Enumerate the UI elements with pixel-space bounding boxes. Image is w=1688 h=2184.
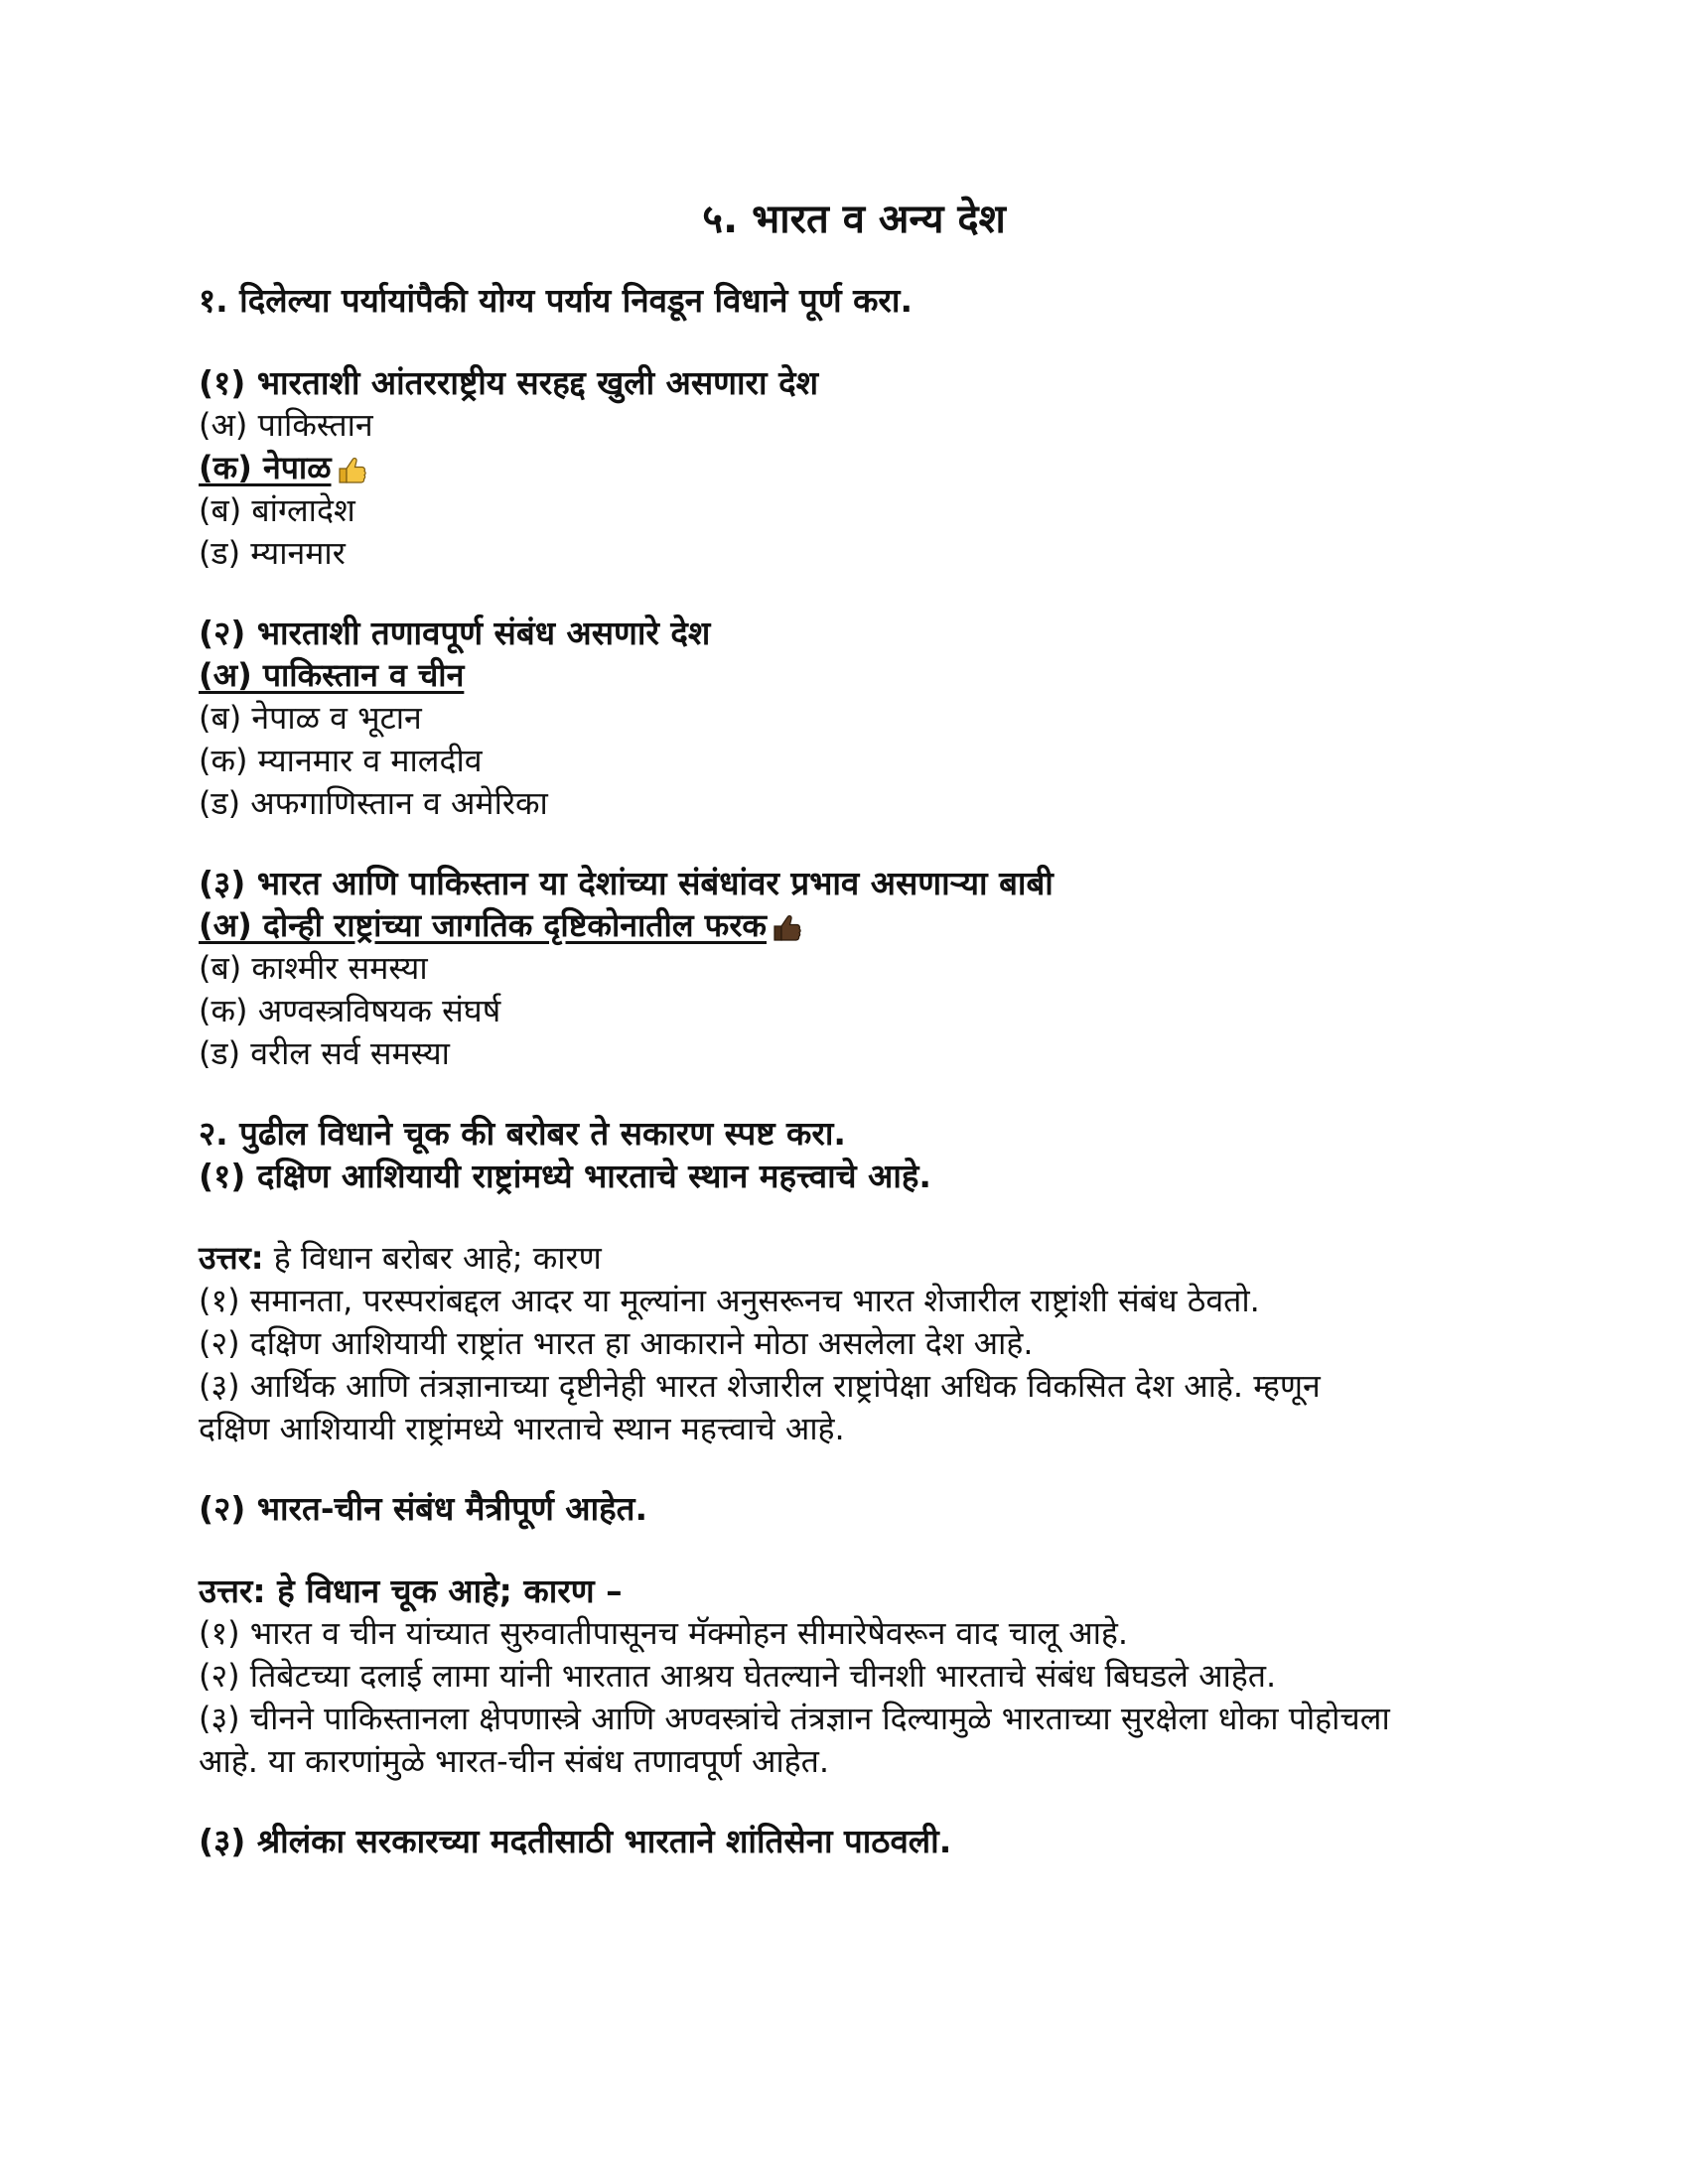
- reason-1: (१) भारत व चीन यांच्यात सुरुवातीपासूनच मॅक्मोहन सीमारेषेवरून वाद चालू आहे.: [199, 1614, 1129, 1652]
- answer-line: [199, 1237, 1509, 1280]
- section-1-heading: १. दिलेल्या पर्यायांपैकी योग्य पर्याय निवडून विधाने पूर्ण करा.: [199, 281, 914, 320]
- answer-2: [199, 1570, 1509, 1783]
- option-correct-text: (अ) दोन्ही राष्ट्रांच्या जागतिक दृष्टिकोनातील फरक: [199, 906, 767, 944]
- option-b: (ब) नेपाळ व भूटान: [199, 699, 422, 737]
- mcq-question-1: [199, 361, 1509, 575]
- statement-2: (२) भारत-चीन संबंध मैत्रीपूर्ण आहेत.: [199, 1489, 647, 1528]
- reason-2: (२) तिबेटच्या दलाई लामा यांनी भारतात आश्रय घेतल्याने चीनशी भारताचे संबंध बिघडले आहेत.: [199, 1657, 1277, 1695]
- page-title: ५. भारत व अन्य देश: [702, 197, 1006, 242]
- option-d: (ड) म्यानमार: [199, 534, 346, 572]
- answer-label: उत्तर: हे विधान चूक आहे; कारण –: [199, 1571, 623, 1610]
- reason-3-cont: आहे. या कारणांमुळे भारत-चीन संबंध तणावपूर्ण आहेत.: [199, 1742, 830, 1780]
- question-text: (२) भारताशी तणावपूर्ण संबंध असणारे देश: [199, 614, 711, 652]
- option-c: (क) म्यानमार व मालदीव: [199, 742, 483, 779]
- thumbs-up-icon: [769, 912, 802, 942]
- reason-3: (३) चीनने पाकिस्तानला क्षेपणास्त्रे आणि अण्वस्त्रांचे तंत्रज्ञान दिल्यामुळे भारताच्या सुरक्षेला धोका पोहोचला: [199, 1700, 1390, 1737]
- statement-1: (१) दक्षिण आशियायी राष्ट्रांमध्ये भारताचे स्थान महत्त्वाचे आहे.: [199, 1157, 931, 1195]
- reason-3: (३) आर्थिक आणि तंत्रज्ञानाच्या दृष्टीनेही भारत शेजारील राष्ट्रांपेक्षा अधिक विकसित देश आहे. म्हणून: [199, 1367, 1321, 1405]
- thumbs-up-icon: [334, 455, 367, 484]
- reason-1: (१) समानता, परस्परांबद्दल आदर या मूल्यांना अनुसरूनच भारत शेजारील राष्ट्रांशी संबंध ठेवतो.: [199, 1282, 1260, 1319]
- reason-2: (२) दक्षिण आशियायी राष्ट्रांत भारत हा आकाराने मोठा असलेला देश आहे.: [199, 1324, 1034, 1362]
- option-b: (ब) बांग्लादेश: [199, 491, 355, 529]
- option-correct: [199, 447, 1509, 489]
- option-c: (क) अण्वस्त्रविषयक संघर्ष: [199, 992, 501, 1029]
- question-text: (३) भारत आणि पाकिस्तान या देशांच्या संबंधांवर प्रभाव असणाऱ्या बाबी: [199, 864, 1054, 902]
- option-correct: [199, 904, 1509, 947]
- statement-3: (३) श्रीलंका सरकारच्या मदतीसाठी भारताने शांतिसेना पाठवली.: [199, 1822, 952, 1860]
- answer-1: [199, 1237, 1509, 1450]
- question-text: (१) भारताशी आंतरराष्ट्रीय सरहद्द खुली असणारा देश: [199, 363, 819, 402]
- option-b: (ब) काश्मीर समस्या: [199, 949, 428, 987]
- document-page: [199, 194, 1509, 1862]
- option-a: (अ) पाकिस्तान: [199, 406, 373, 444]
- mcq-question-3: [199, 862, 1509, 1075]
- option-correct: (अ) पाकिस्तान व चीन: [199, 656, 465, 694]
- mcq-question-2: [199, 612, 1509, 825]
- section-2-heading: २. पुढील विधाने चूक की बरोबर ते सकारण स्पष्ट करा.: [199, 1114, 846, 1153]
- reason-3-cont: दक्षिण आशियायी राष्ट्रांमध्ये भारताचे स्थान महत्त्वाचे आहे.: [199, 1410, 845, 1447]
- option-d: (ड) वरील सर्व समस्या: [199, 1034, 450, 1072]
- answer-label: उत्तर:: [199, 1239, 264, 1277]
- option-correct-text: (क) नेपाळ: [199, 449, 332, 486]
- answer-verdict: हे विधान बरोबर आहे; कारण: [263, 1239, 602, 1277]
- option-d: (ड) अफगाणिस्तान व अमेरिका: [199, 784, 548, 822]
